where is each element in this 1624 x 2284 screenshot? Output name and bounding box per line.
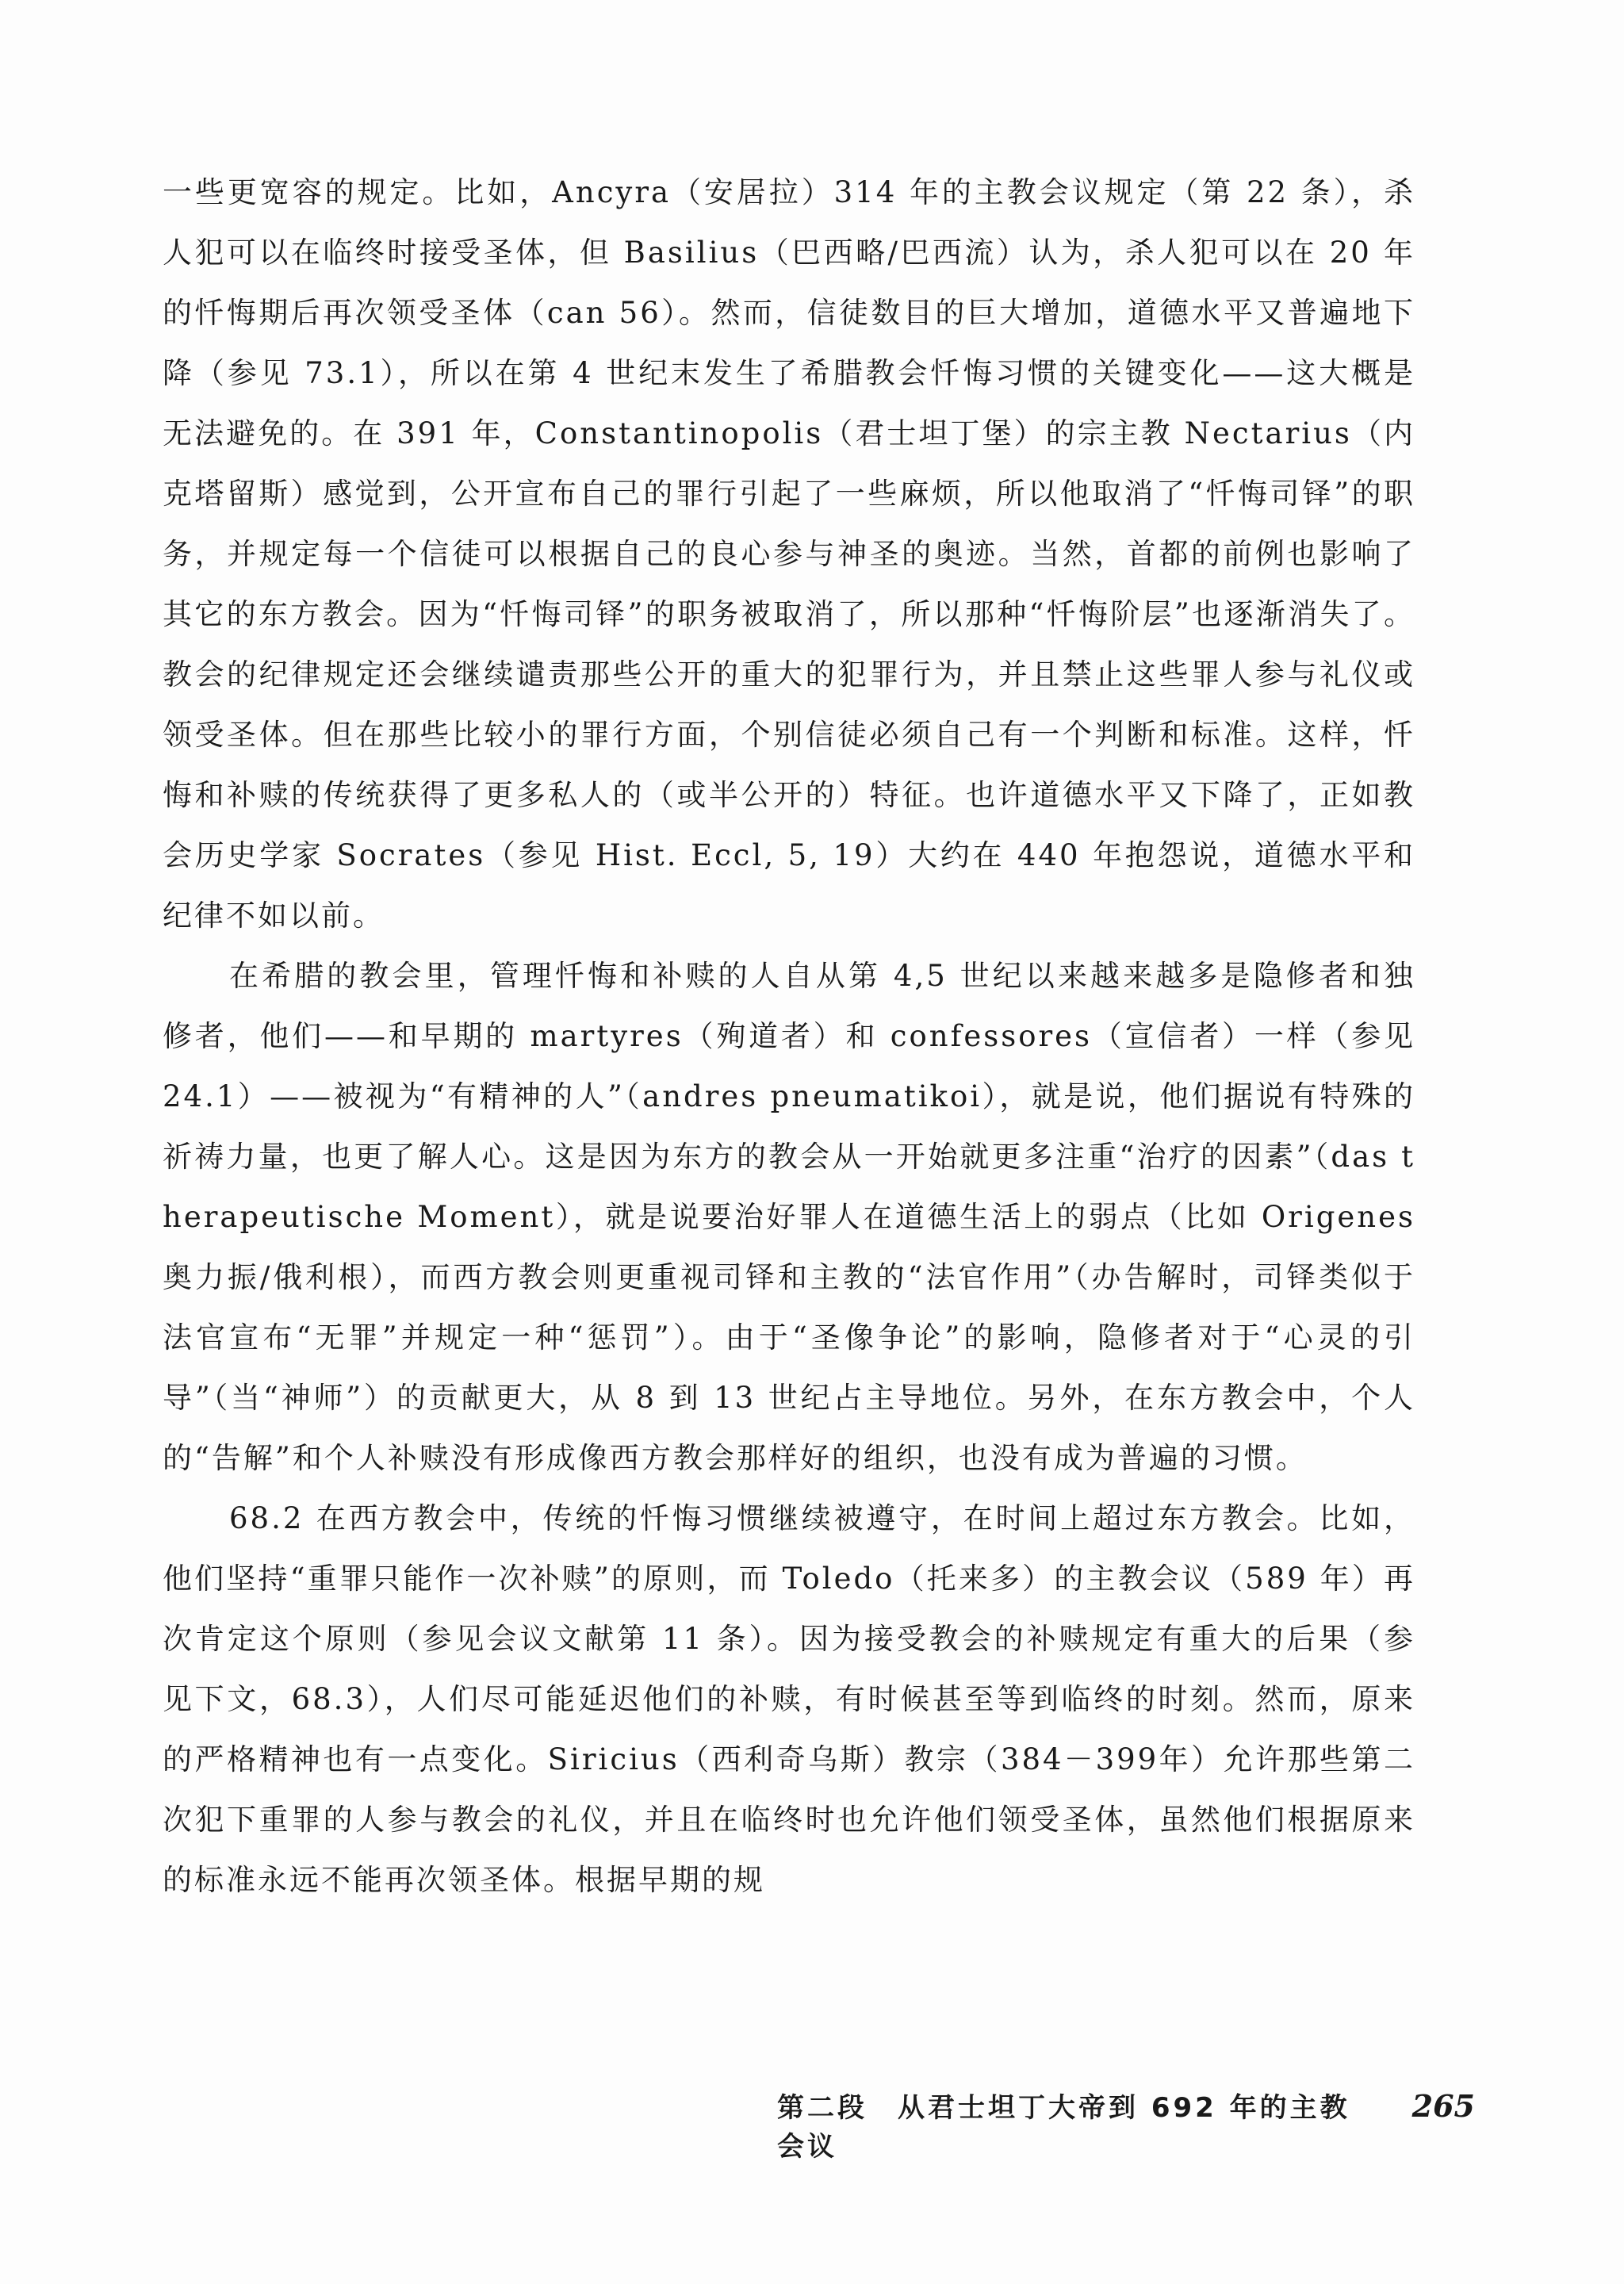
paragraph-3: 68.2 在西方教会中，传统的忏悔习惯继续被遵守，在时间上超过东方教会。比如，他们坚持“重罪只能作一次补赎”的原则，而 Toledo（托来多）的主教会议（589 年）再次肯定这个原则（参见会议文献第 11 条）。因为接受教会的补赎规定有重大的后果（参见下文，68.3），人们尽可能延迟他们的补赎，有时候甚至等到临终的时刻。然而，原来的严格精神也有一点变化。Siricius（西利奇乌斯）教宗（384－399年）允许那些第二次犯下重罪的人参与教会的礼仪，并且在临终时也允许他们领受圣体，虽然他们根据原来的标准永远不能再次领圣体。根据早期的规 bbox=[163, 1501, 1415, 1897]
paragraph-1: 一些更宽容的规定。比如，Ancyra（安居拉）314 年的主教会议规定（第 22 条），杀人犯可以在临终时接受圣体，但 Basilius（巴西略/巴西流）认为，杀人犯可以在 20 年的忏悔期后再次领受圣体（can 56）。然而，信徒数目的巨大增加，道德水平又普遍地下降（参见 73.1），所以在第 4 世纪末发生了希腊教会忏悔习惯的关键变化——这大概是无法避免的。在 391 年，Constantinopolis（君士坦丁堡）的宗主教 Nectarius（内克塔留斯）感觉到，公开宣布自己的罪行引起了一些麻烦，所以他取消了“忏悔司铎”的职务，并规定每一个信徒可以根据自己的良心参与神圣的奥迹。当然，首都的前例也影响了其它的东方教会。因为“忏悔司铎”的职务被取消了，所以那种“忏悔阶层”也逐渐消失了。教会的纪律规定还会继续谴责那些公开的重大的犯罪行为，并且禁止这些罪人参与礼仪或领受圣体。但在那些比较小的罪行方面，个别信徒必须自己有一个判断和标准。这样，忏悔和补赎的传统获得了更多私人的（或半公开的）特征。也许道德水平又下降了，正如教会历史学家 Socrates（参见 Hist. Eccl, 5, 19）大约在 440 年抱怨说，道德水平和纪律不如以前。 bbox=[163, 175, 1415, 933]
page-number: 265 bbox=[1411, 2088, 1475, 2124]
body-text bbox=[163, 163, 1415, 1910]
paragraph-2: 在希腊的教会里，管理忏悔和补赎的人自从第 4,5 世纪以来越来越多是隐修者和独修者，他们——和早期的 martyres（殉道者）和 confessores（宣信者）一样（参见 24.1）——被视为“有精神的人”（andres pneumatikoi），就是说，他们据说有特殊的祈祷力量，也更了解人心。这是因为东方的教会从一开始就更多注重“治疗的因素”（das therapeutische Moment），就是说要治好罪人在道德生活上的弱点（比如 Origenes 奥力振/俄利根），而西方教会则更重视司铎和主教的“法官作用”（办告解时，司铎类似于法官宣布“无罪”并规定一种“惩罚”）。由于“圣像争论”的影响，隐修者对于“心灵的引导”（当“神师”）的贡献更大，从 8 到 13 世纪占主导地位。另外，在东方教会中，个人的“告解”和个人补赎没有形成像西方教会那样好的组织，也没有成为普遍的习惯。 bbox=[163, 959, 1415, 1475]
running-title: 第二段 从君士坦丁大帝到 692 年的主教会议 bbox=[777, 2092, 1350, 2163]
page-footer bbox=[777, 2086, 1475, 2163]
